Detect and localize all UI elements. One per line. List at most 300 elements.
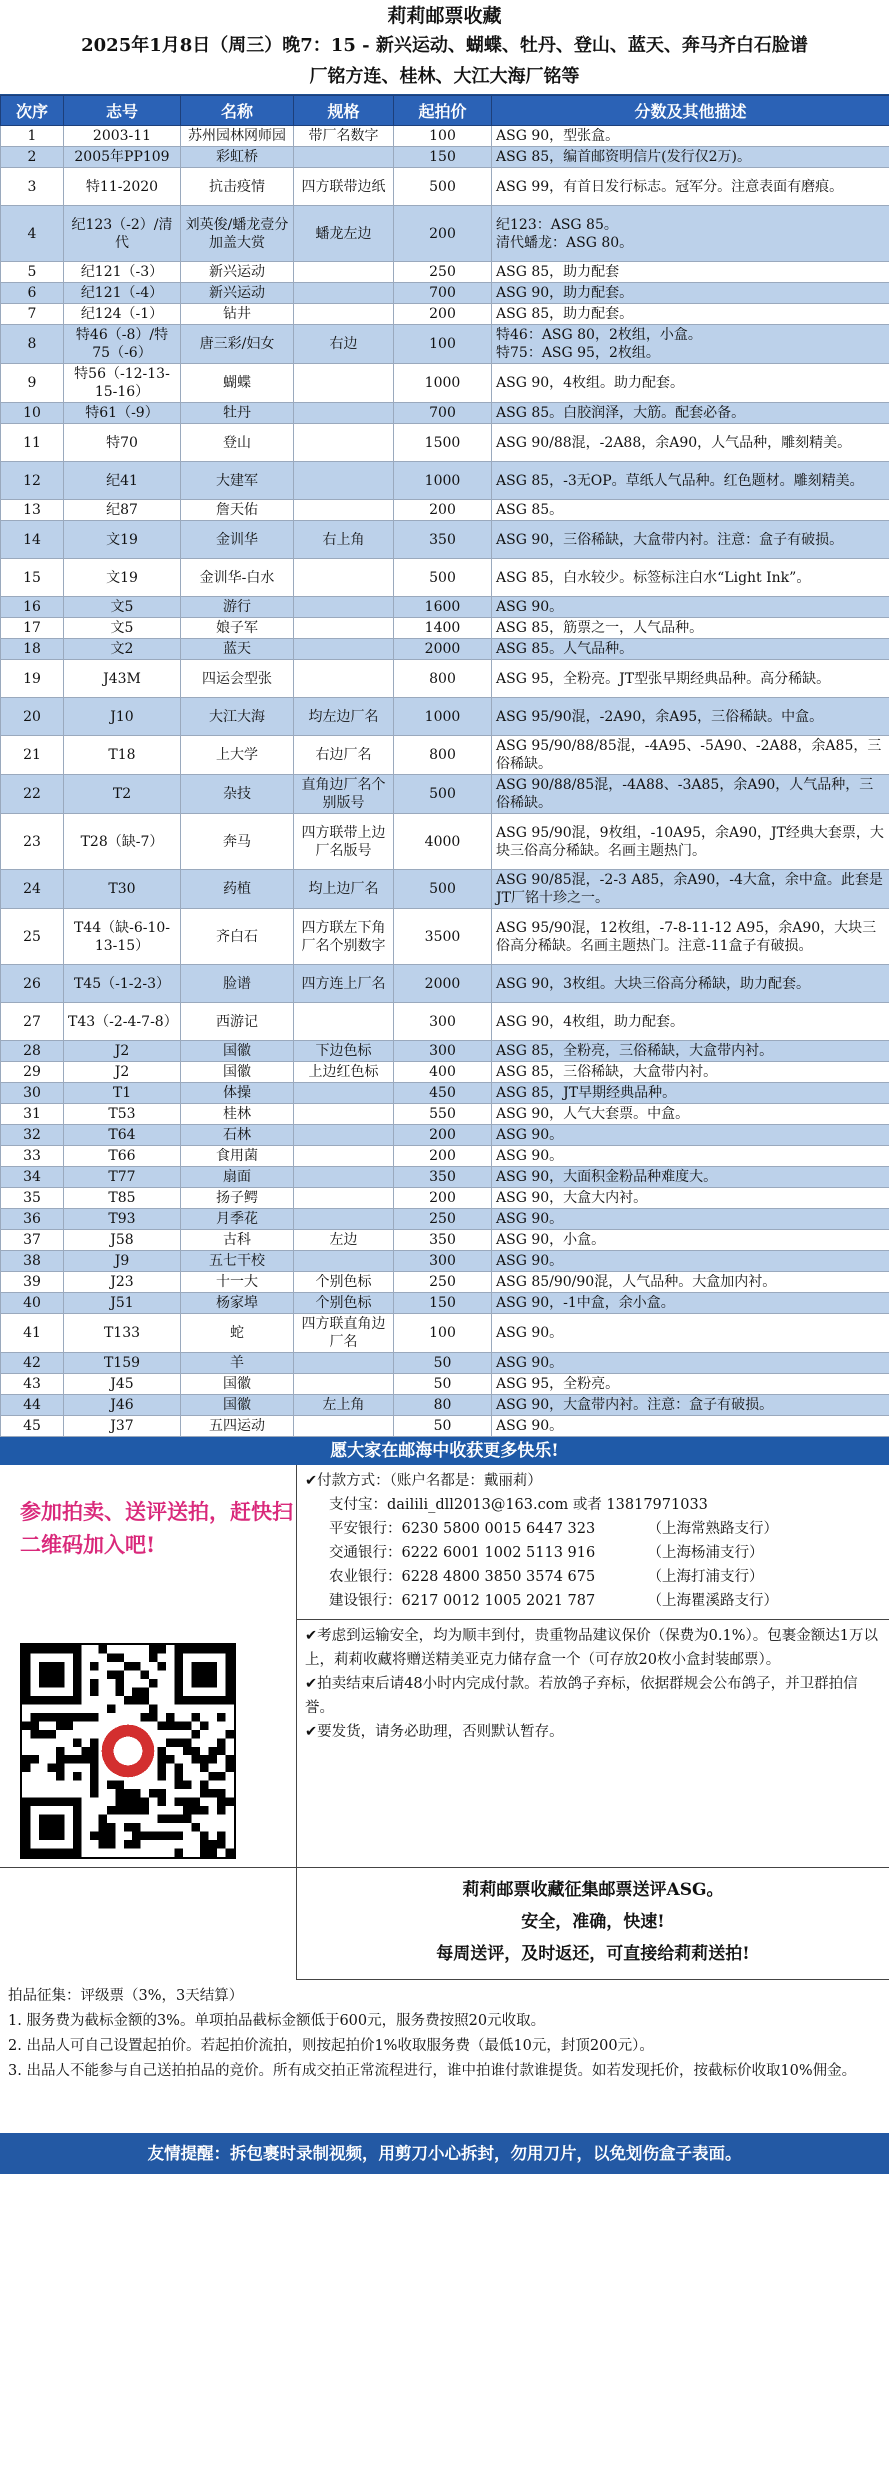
cell-spec xyxy=(294,1188,394,1209)
cell-price: 700 xyxy=(394,283,492,304)
bank-name: 平安银行： xyxy=(329,1521,402,1537)
cell-name: 奔马 xyxy=(181,814,294,870)
cell-stamp-id: 特56（-12-13-15-16） xyxy=(64,364,181,403)
cell-name: 牡丹 xyxy=(181,403,294,424)
cell-spec: 个别色标 xyxy=(294,1272,394,1293)
table-row xyxy=(1,870,889,909)
cell-stamp-id: T28（缺-7） xyxy=(64,814,181,870)
cell-spec xyxy=(294,1104,394,1125)
note-item: ✔拍卖结束后请48小时内完成付款。若放鸽子弃标，依据群规会公布鸽子，并卫群拍信誉。 xyxy=(305,1676,858,1716)
table-row xyxy=(1,168,889,206)
cell-price: 400 xyxy=(394,1062,492,1083)
cell-stamp-id: 纪124（-1） xyxy=(64,304,181,325)
table-row xyxy=(1,1146,889,1167)
cell-name: 蝴蝶 xyxy=(181,364,294,403)
cell-price: 150 xyxy=(394,1293,492,1314)
cell-name: 娘子军 xyxy=(181,618,294,639)
cell-name: 脸谱 xyxy=(181,965,294,1003)
cell-desc: ASG 85，-3无OP。草纸人气品种。红色题材。雕刻精美。 xyxy=(492,462,889,500)
table-row xyxy=(1,521,889,559)
table-row xyxy=(1,500,889,521)
cell-desc: ASG 90，人气大套票。中盒。 xyxy=(492,1104,889,1125)
cell-stamp-id: 纪121（-3） xyxy=(64,262,181,283)
cell-price: 550 xyxy=(394,1104,492,1125)
cell-spec xyxy=(294,462,394,500)
cell-spec xyxy=(294,147,394,168)
cell-price: 300 xyxy=(394,1003,492,1041)
cell-stamp-id: J9 xyxy=(64,1251,181,1272)
bank-account-number: 6217 0012 1005 2021 787 xyxy=(401,1593,596,1609)
table-row xyxy=(1,775,889,814)
table-row xyxy=(1,618,889,639)
cell-order: 4 xyxy=(1,206,64,262)
cell-stamp-id: 2003-11 xyxy=(64,126,181,147)
cell-spec: 四方联直角边厂名 xyxy=(294,1314,394,1353)
cell-name: 扇面 xyxy=(181,1167,294,1188)
cell-name: 蛇 xyxy=(181,1314,294,1353)
cell-spec xyxy=(294,1374,394,1395)
cell-price: 500 xyxy=(394,870,492,909)
cell-name: 五四运动 xyxy=(181,1416,294,1437)
cell-desc: ASG 90。 xyxy=(492,1251,889,1272)
cell-stamp-id: T53 xyxy=(64,1104,181,1125)
cell-stamp-id: T45（-1-2-3） xyxy=(64,965,181,1003)
cell-desc: ASG 85，助力配套。 xyxy=(492,304,889,325)
cell-desc: ASG 85，助力配套 xyxy=(492,262,889,283)
cell-spec xyxy=(294,262,394,283)
cell-order: 44 xyxy=(1,1395,64,1416)
cell-stamp-id: 特46（-8）/特75（-6） xyxy=(64,325,181,364)
cell-name: 齐白石 xyxy=(181,909,294,965)
cell-name: 登山 xyxy=(181,424,294,462)
cell-stamp-id: 纪121（-4） xyxy=(64,283,181,304)
cell-name: 羊 xyxy=(181,1353,294,1374)
cell-desc: ASG 85。 xyxy=(492,500,889,521)
cell-order: 22 xyxy=(1,775,64,814)
cell-order: 21 xyxy=(1,736,64,775)
table-row xyxy=(1,965,889,1003)
cell-name: 国徽 xyxy=(181,1395,294,1416)
cell-stamp-id: 文19 xyxy=(64,521,181,559)
bank-line xyxy=(305,1565,881,1589)
cell-name: 古科 xyxy=(181,1230,294,1251)
cell-stamp-id: 特61（-9） xyxy=(64,403,181,424)
table-row xyxy=(1,206,889,262)
bank-branch: （上海打浦支行） xyxy=(647,1569,764,1585)
cell-price: 4000 xyxy=(394,814,492,870)
cell-spec xyxy=(294,424,394,462)
cell-order: 9 xyxy=(1,364,64,403)
cell-stamp-id: J45 xyxy=(64,1374,181,1395)
cell-desc: ASG 85。白胶润泽，大筋。配套必备。 xyxy=(492,403,889,424)
cell-spec xyxy=(294,639,394,660)
cell-desc: ASG 95/90混，12枚组，-7-8-11-12 A95，余A90，大块三俗高分稀缺。名画主题热门。注意-11盒子有破损。 xyxy=(492,909,889,965)
cell-desc: ASG 90，4枚组。助力配套。 xyxy=(492,364,889,403)
cell-stamp-id: T93 xyxy=(64,1209,181,1230)
cell-name: 十一大 xyxy=(181,1272,294,1293)
cell-order: 7 xyxy=(1,304,64,325)
cell-stamp-id: T159 xyxy=(64,1353,181,1374)
cell-spec xyxy=(294,283,394,304)
cell-desc: ASG 90，大盒带内衬。注意：盒子有破损。 xyxy=(492,1395,889,1416)
cell-name: 国徽 xyxy=(181,1374,294,1395)
table-row xyxy=(1,1293,889,1314)
alipay-line: 支付宝：dailili_dll2013@163.com 或者 13817971033 xyxy=(329,1497,708,1513)
cell-name: 刘英俊/蟠龙壹分加盖大赏 xyxy=(181,206,294,262)
cell-spec: 带厂名数字 xyxy=(294,126,394,147)
asg-line1: 莉莉邮票收藏征集邮票送评ASG。 xyxy=(462,1880,724,1900)
cell-desc: ASG 90/85混，-2-3 A85，余A90，-4大盒，余中盒。此套是JT厂铭十珍之一。 xyxy=(492,870,889,909)
cell-desc: ASG 85，全粉亮，三俗稀缺，大盒带内衬。 xyxy=(492,1041,889,1062)
promo-panel xyxy=(0,1465,297,1867)
table-row xyxy=(1,462,889,500)
cell-spec: 蟠龙左边 xyxy=(294,206,394,262)
cell-price: 350 xyxy=(394,1230,492,1251)
table-row xyxy=(1,424,889,462)
cell-name: 五七干校 xyxy=(181,1251,294,1272)
table-row xyxy=(1,1416,889,1437)
cell-order: 35 xyxy=(1,1188,64,1209)
cell-order: 15 xyxy=(1,559,64,597)
cell-name: 钻井 xyxy=(181,304,294,325)
footer-reminder: 友情提醒：拆包裹时录制视频，用剪刀小心拆封，勿用刀片，以免划伤盒子表面。 xyxy=(0,2133,889,2174)
fee-item: 3. 出品人不能参与自己送拍拍品的竞价。所有成交拍正常流程进行，谁中拍谁付款谁提货。如若发现托价，按截标价收取10%佣金。 xyxy=(8,2063,857,2079)
table-row xyxy=(1,262,889,283)
notes-list xyxy=(297,1619,889,1744)
cell-price: 350 xyxy=(394,521,492,559)
cell-order: 30 xyxy=(1,1083,64,1104)
cell-order: 17 xyxy=(1,618,64,639)
bank-branch: （上海杨浦支行） xyxy=(647,1545,764,1561)
cell-name: 詹天佑 xyxy=(181,500,294,521)
cell-order: 29 xyxy=(1,1062,64,1083)
cell-spec xyxy=(294,1167,394,1188)
cell-order: 42 xyxy=(1,1353,64,1374)
cell-desc: ASG 90/88混，-2A88，余A90，人气品种，雕刻精美。 xyxy=(492,424,889,462)
cell-desc: ASG 90，型张盒。 xyxy=(492,126,889,147)
note-item: ✔要发货，请务必助理，否则默认暂存。 xyxy=(305,1724,564,1740)
cell-desc: ASG 90，助力配套。 xyxy=(492,283,889,304)
cell-order: 27 xyxy=(1,1003,64,1041)
cell-stamp-id: J37 xyxy=(64,1416,181,1437)
cell-stamp-id: T64 xyxy=(64,1125,181,1146)
auction-subtitle-line2: 厂铭方连、桂林、大江大海厂铭等 xyxy=(309,66,580,87)
cell-price: 1600 xyxy=(394,597,492,618)
cell-price: 200 xyxy=(394,206,492,262)
table-row xyxy=(1,364,889,403)
cell-order: 28 xyxy=(1,1041,64,1062)
cell-spec xyxy=(294,500,394,521)
banner: 愿大家在邮海中收获更多快乐! xyxy=(0,1437,889,1465)
cell-spec: 四方联左下角厂名个别数字 xyxy=(294,909,394,965)
promo-text: 参加拍卖、送评送拍，赶快扫二维码加入吧! xyxy=(20,1499,293,1557)
cell-stamp-id: 文5 xyxy=(64,618,181,639)
cell-spec: 直角边厂名个别版号 xyxy=(294,775,394,814)
bank-name: 农业银行： xyxy=(329,1569,402,1585)
cell-spec: 四方联带边纸 xyxy=(294,168,394,206)
cell-order: 3 xyxy=(1,168,64,206)
table-row xyxy=(1,325,889,364)
cell-stamp-id: J51 xyxy=(64,1293,181,1314)
cell-desc: ASG 90，大面积金粉品种难度大。 xyxy=(492,1167,889,1188)
cell-order: 14 xyxy=(1,521,64,559)
cell-name: 上大学 xyxy=(181,736,294,775)
cell-spec: 左边 xyxy=(294,1230,394,1251)
cell-stamp-id: 纪123（-2）/清代 xyxy=(64,206,181,262)
table-row xyxy=(1,559,889,597)
cell-order: 2 xyxy=(1,147,64,168)
cell-spec: 均左边厂名 xyxy=(294,698,394,736)
cell-price: 500 xyxy=(394,775,492,814)
cell-price: 250 xyxy=(394,262,492,283)
cell-order: 39 xyxy=(1,1272,64,1293)
cell-desc: ASG 95/90混，9枚组，-10A95，余A90，JT经典大套票，大块三俗高分稀缺。名画主题热门。 xyxy=(492,814,889,870)
cell-spec: 上边红色标 xyxy=(294,1062,394,1083)
cell-name: 新兴运动 xyxy=(181,283,294,304)
bank-branch: （上海瞿溪路支行） xyxy=(647,1593,778,1609)
cell-stamp-id: T43（-2-4-7-8） xyxy=(64,1003,181,1041)
cell-spec: 右边厂名 xyxy=(294,736,394,775)
cell-price: 450 xyxy=(394,1083,492,1104)
col-header-id: 志号 xyxy=(64,96,181,126)
cell-price: 500 xyxy=(394,559,492,597)
cell-price: 300 xyxy=(394,1041,492,1062)
cell-spec: 四方连上厂名 xyxy=(294,965,394,1003)
cell-desc: ASG 95，全粉亮。JT型张早期经典品种。高分稀缺。 xyxy=(492,660,889,698)
cell-name: 国徽 xyxy=(181,1062,294,1083)
cell-price: 150 xyxy=(394,147,492,168)
cell-spec xyxy=(294,1146,394,1167)
cell-desc: ASG 90，3枚组。大块三俗高分稀缺，助力配套。 xyxy=(492,965,889,1003)
cell-stamp-id: T133 xyxy=(64,1314,181,1353)
cell-name: 新兴运动 xyxy=(181,262,294,283)
cell-order: 1 xyxy=(1,126,64,147)
cell-stamp-id: 特70 xyxy=(64,424,181,462)
cell-name: 大建军 xyxy=(181,462,294,500)
cell-price: 700 xyxy=(394,403,492,424)
asg-line2: 安全，准确，快速! xyxy=(521,1912,665,1932)
cell-stamp-id: T85 xyxy=(64,1188,181,1209)
cell-name: 彩虹桥 xyxy=(181,147,294,168)
cell-stamp-id: T18 xyxy=(64,736,181,775)
cell-name: 国徽 xyxy=(181,1041,294,1062)
cell-desc: ASG 90。 xyxy=(492,1146,889,1167)
bank-line xyxy=(305,1589,881,1613)
cell-stamp-id: 2005年PP109 xyxy=(64,147,181,168)
table-row xyxy=(1,1041,889,1062)
cell-desc: ASG 85，白水较少。标签标注白水“Light Ink”。 xyxy=(492,559,889,597)
cell-spec: 个别色标 xyxy=(294,1293,394,1314)
cell-name: 扬子鳄 xyxy=(181,1188,294,1209)
cell-spec xyxy=(294,1416,394,1437)
cell-spec: 右上角 xyxy=(294,521,394,559)
cell-desc: ASG 90，小盒。 xyxy=(492,1230,889,1251)
cell-order: 26 xyxy=(1,965,64,1003)
cell-name: 游行 xyxy=(181,597,294,618)
cell-spec: 均上边厂名 xyxy=(294,870,394,909)
cell-desc: ASG 90，-1中盒，余小盒。 xyxy=(492,1293,889,1314)
cell-name: 桂林 xyxy=(181,1104,294,1125)
cell-name: 石林 xyxy=(181,1125,294,1146)
bank-line xyxy=(305,1541,881,1565)
cell-spec xyxy=(294,1209,394,1230)
cell-order: 32 xyxy=(1,1125,64,1146)
cell-price: 500 xyxy=(394,168,492,206)
table-row xyxy=(1,1314,889,1353)
bank-account-number: 6228 4800 3850 3574 675 xyxy=(401,1569,596,1585)
cell-order: 11 xyxy=(1,424,64,462)
cell-price: 300 xyxy=(394,1251,492,1272)
cell-desc: ASG 85，筋票之一，人气品种。 xyxy=(492,618,889,639)
cell-price: 200 xyxy=(394,500,492,521)
table-row xyxy=(1,1083,889,1104)
cell-spec xyxy=(294,1083,394,1104)
cell-order: 19 xyxy=(1,660,64,698)
cell-order: 16 xyxy=(1,597,64,618)
asg-panel xyxy=(296,1868,889,1980)
cell-price: 1000 xyxy=(394,698,492,736)
cell-price: 1000 xyxy=(394,462,492,500)
cell-spec xyxy=(294,364,394,403)
table-row xyxy=(1,597,889,618)
fee-item: 2. 出品人可自己设置起拍价。若起拍价流拍，则按起拍价1%收取服务费（最低10元，封顶200元）。 xyxy=(8,2038,654,2054)
fee-items xyxy=(8,2009,881,2084)
cell-desc: ASG 85，编首邮资明信片(发行仅2万)。 xyxy=(492,147,889,168)
cell-order: 6 xyxy=(1,283,64,304)
table-row xyxy=(1,1374,889,1395)
cell-name: 蓝天 xyxy=(181,639,294,660)
bank-account-number: 6222 6001 1002 5113 916 xyxy=(401,1545,596,1561)
cell-order: 31 xyxy=(1,1104,64,1125)
cell-spec: 四方联带上边厂名版号 xyxy=(294,814,394,870)
cell-order: 45 xyxy=(1,1416,64,1437)
table-row xyxy=(1,403,889,424)
bank-list xyxy=(305,1517,881,1613)
asg-line3: 每周送评，及时返还，可直接给莉莉送拍! xyxy=(436,1944,750,1964)
bank-name: 建设银行： xyxy=(329,1593,402,1609)
cell-order: 40 xyxy=(1,1293,64,1314)
cell-price: 200 xyxy=(394,304,492,325)
cell-name: 药植 xyxy=(181,870,294,909)
cell-price: 200 xyxy=(394,1188,492,1209)
fee-item: 1. 服务费为截标金额的3%。单项拍品截标金额低于600元，服务费按照20元收取。 xyxy=(8,2013,546,2029)
cell-name: 杨家埠 xyxy=(181,1293,294,1314)
cell-order: 34 xyxy=(1,1167,64,1188)
cell-price: 1400 xyxy=(394,618,492,639)
bank-name: 交通银行： xyxy=(329,1545,402,1561)
cell-price: 250 xyxy=(394,1209,492,1230)
payment-title: ✔付款方式：（账户名都是：戴丽莉） xyxy=(305,1473,542,1489)
cell-stamp-id: J43M xyxy=(64,660,181,698)
note-item: ✔考虑到运输安全，均为顺丰到付，贵重物品建议保价（保费为0.1%）。包裹金额达1万以上，莉莉收藏将赠送精美亚克力储存盒一个（可存放20枚小盒封装邮票）。 xyxy=(305,1628,878,1668)
table-row xyxy=(1,1209,889,1230)
cell-stamp-id: T66 xyxy=(64,1146,181,1167)
cell-stamp-id: 文19 xyxy=(64,559,181,597)
cell-desc: ASG 90。 xyxy=(492,1416,889,1437)
cell-price: 200 xyxy=(394,1125,492,1146)
cell-order: 23 xyxy=(1,814,64,870)
cell-stamp-id: J2 xyxy=(64,1062,181,1083)
table-row xyxy=(1,1104,889,1125)
cell-order: 5 xyxy=(1,262,64,283)
cell-spec xyxy=(294,1251,394,1272)
cell-stamp-id: J10 xyxy=(64,698,181,736)
table-row xyxy=(1,147,889,168)
cell-order: 13 xyxy=(1,500,64,521)
cell-stamp-id: 文5 xyxy=(64,597,181,618)
payment-panel xyxy=(297,1465,889,1867)
table-row xyxy=(1,1167,889,1188)
cell-spec xyxy=(294,618,394,639)
table-row xyxy=(1,1230,889,1251)
cell-price: 50 xyxy=(394,1416,492,1437)
table-header-row xyxy=(1,96,889,126)
cell-stamp-id: 纪41 xyxy=(64,462,181,500)
cell-price: 100 xyxy=(394,1314,492,1353)
cell-spec xyxy=(294,403,394,424)
cell-spec xyxy=(294,1125,394,1146)
cell-name: 杂技 xyxy=(181,775,294,814)
cell-name: 西游记 xyxy=(181,1003,294,1041)
cell-order: 20 xyxy=(1,698,64,736)
cell-stamp-id: T1 xyxy=(64,1083,181,1104)
cell-spec xyxy=(294,597,394,618)
cell-desc: 特46：ASG 80，2枚组，小盒。 特75：ASG 95，2枚组。 xyxy=(492,325,889,364)
cell-order: 43 xyxy=(1,1374,64,1395)
table-row xyxy=(1,1353,889,1374)
cell-name: 四运会型张 xyxy=(181,660,294,698)
cell-stamp-id: T77 xyxy=(64,1167,181,1188)
cell-order: 38 xyxy=(1,1251,64,1272)
cell-desc: ASG 90，三俗稀缺，大盒带内衬。注意：盒子有破损。 xyxy=(492,521,889,559)
info-section xyxy=(0,1465,889,1868)
cell-price: 50 xyxy=(394,1374,492,1395)
cell-stamp-id: J2 xyxy=(64,1041,181,1062)
cell-stamp-id: T2 xyxy=(64,775,181,814)
cell-order: 41 xyxy=(1,1314,64,1353)
cell-desc: ASG 95，全粉亮。 xyxy=(492,1374,889,1395)
col-header-name: 名称 xyxy=(181,96,294,126)
fees-title: 拍品征集：评级票（3%，3天结算） xyxy=(8,1988,244,2004)
cell-spec xyxy=(294,660,394,698)
cell-price: 2000 xyxy=(394,639,492,660)
qr-code-icon[interactable] xyxy=(20,1643,236,1859)
cell-price: 800 xyxy=(394,660,492,698)
cell-desc: ASG 90。 xyxy=(492,1209,889,1230)
cell-price: 100 xyxy=(394,126,492,147)
cell-order: 33 xyxy=(1,1146,64,1167)
cell-name: 体操 xyxy=(181,1083,294,1104)
cell-spec: 左上角 xyxy=(294,1395,394,1416)
table-row xyxy=(1,814,889,870)
cell-price: 100 xyxy=(394,325,492,364)
cell-price: 50 xyxy=(394,1353,492,1374)
cell-stamp-id: 纪87 xyxy=(64,500,181,521)
cell-spec xyxy=(294,559,394,597)
cell-desc: ASG 95/90混，-2A90，余A95，三俗稀缺。中盒。 xyxy=(492,698,889,736)
cell-name: 大江大海 xyxy=(181,698,294,736)
col-header-price: 起拍价 xyxy=(394,96,492,126)
table-row xyxy=(1,736,889,775)
cell-desc: ASG 85/90/90混，人气品种。大盒加内衬。 xyxy=(492,1272,889,1293)
cell-stamp-id: T44（缺-6-10-13-15） xyxy=(64,909,181,965)
table-row xyxy=(1,698,889,736)
lot-table xyxy=(0,95,889,1437)
cell-stamp-id: J58 xyxy=(64,1230,181,1251)
cell-desc: 纪123：ASG 85。 清代蟠龙：ASG 80。 xyxy=(492,206,889,262)
cell-desc: ASG 95/90/88/85混，-4A95、-5A90、-2A88，余A85，三俗稀缺。 xyxy=(492,736,889,775)
cell-price: 80 xyxy=(394,1395,492,1416)
